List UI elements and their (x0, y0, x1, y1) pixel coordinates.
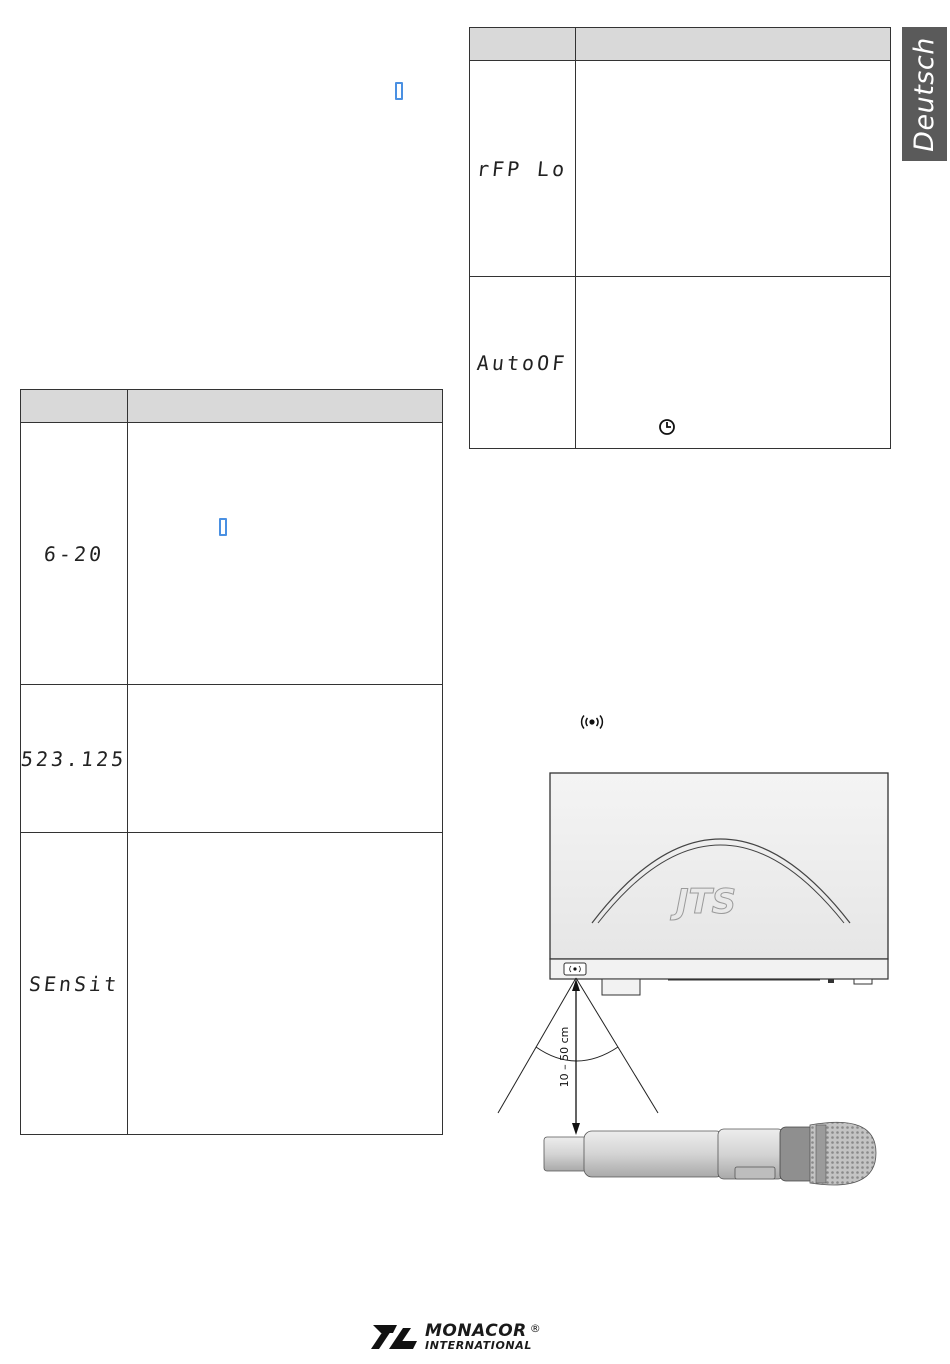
ir-sync-icon (577, 713, 607, 731)
language-tab (902, 27, 947, 161)
registered-mark: ® (529, 1322, 542, 1335)
description-cell (576, 277, 891, 449)
table-header-cell (21, 390, 128, 423)
receiver-unit (550, 773, 888, 995)
monacor-logo-mark (367, 1324, 421, 1350)
sync-illustration (480, 765, 900, 1205)
language-tab-label: Deutsch (909, 36, 940, 152)
monacor-logo (367, 1323, 541, 1351)
table-row (21, 685, 443, 833)
description-cell (128, 685, 443, 833)
logo-brand-subline: INTERNATIONAL (425, 1339, 532, 1352)
table-header-cell (128, 390, 443, 423)
description-cell (576, 61, 891, 277)
distance-label: 10 – 50 cm (558, 1026, 571, 1088)
table-header (470, 28, 891, 61)
lcd-display-text: AutoOF (476, 350, 569, 375)
table-header-cell (576, 28, 891, 61)
table-header (21, 390, 443, 423)
receiver-brand-logo: JTS (675, 882, 737, 922)
lcd-display-text: SEnSit (27, 971, 121, 996)
table-header-cell (470, 28, 576, 61)
microphone (544, 1122, 876, 1185)
reference-marker (395, 82, 403, 100)
lcd-cell (21, 833, 128, 1135)
timer-icon (658, 418, 676, 436)
table-row (21, 833, 443, 1135)
lcd-display-text: 6-20 (42, 541, 106, 566)
description-cell (128, 833, 443, 1135)
logo-brand-name: MONACOR (425, 1321, 527, 1341)
table-row (21, 423, 443, 685)
table-row (470, 277, 891, 449)
lcd-cell (21, 423, 128, 685)
table-row (470, 61, 891, 277)
display-table-left (20, 389, 443, 1135)
lcd-cell (21, 685, 128, 833)
lcd-display-text: rFP Lo (476, 156, 569, 181)
lcd-cell (470, 277, 576, 449)
display-table-right (469, 27, 891, 449)
lcd-display-text: 523.125 (20, 746, 128, 771)
description-cell (128, 423, 443, 685)
lcd-cell (470, 61, 576, 277)
